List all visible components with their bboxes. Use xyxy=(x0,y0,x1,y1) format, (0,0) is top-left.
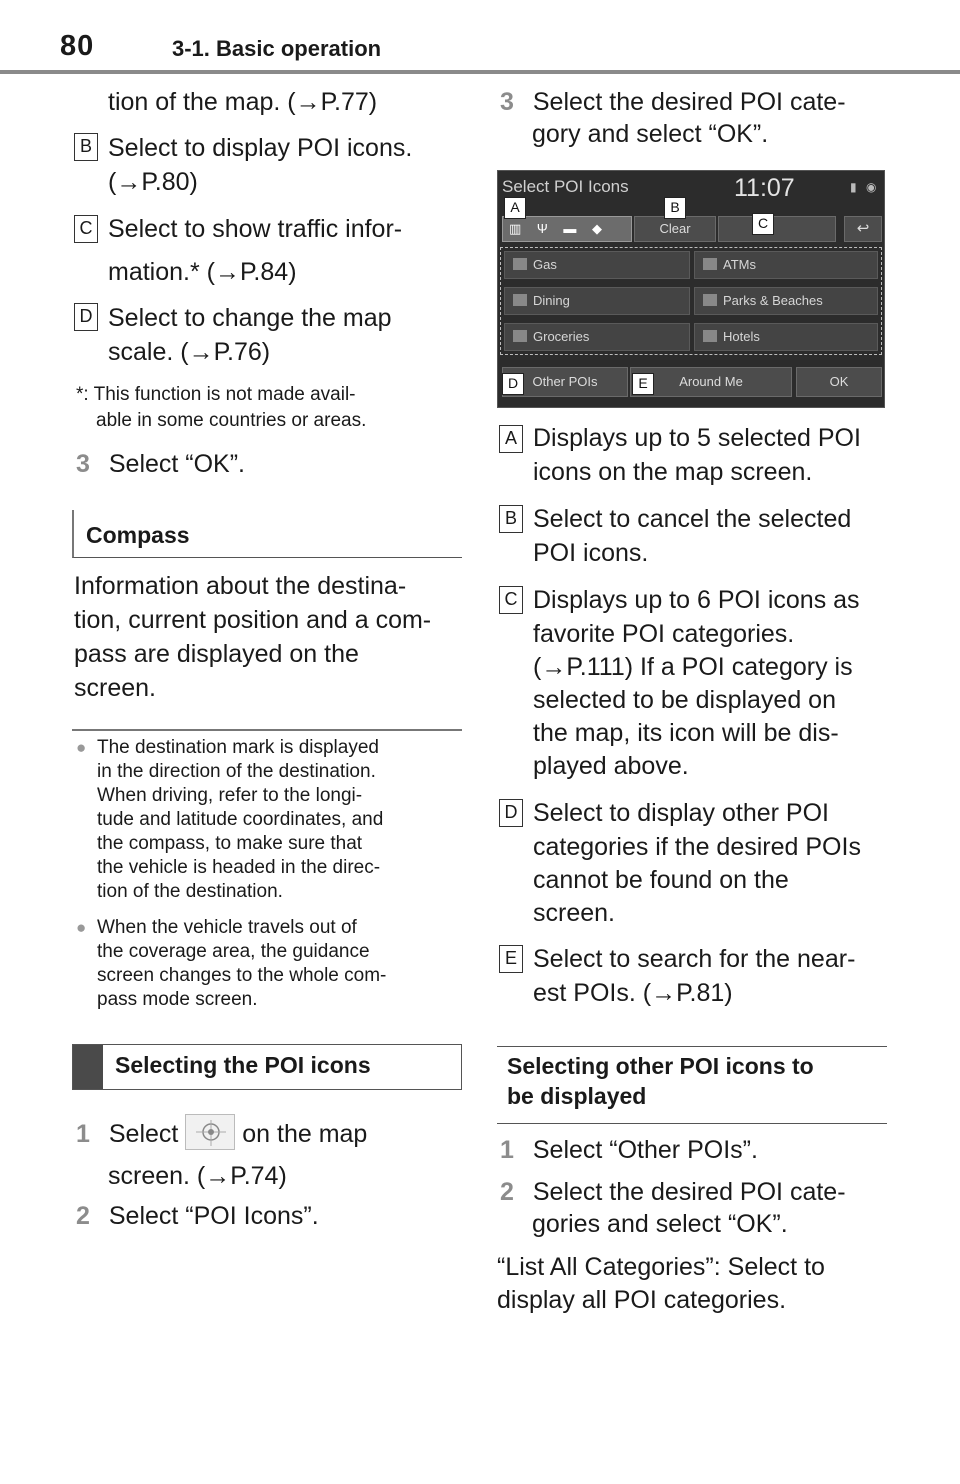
poi-cell-label: Gas xyxy=(533,257,557,272)
dining-icon xyxy=(513,294,527,306)
list-all-l1: “List All Categories”: Select to xyxy=(497,1253,825,1281)
right-step-3 xyxy=(500,86,846,119)
groceries-icon xyxy=(513,330,527,342)
callout-e: E xyxy=(632,373,654,395)
callout-d: D xyxy=(502,373,524,395)
d2-description-l3: cannot be found on the xyxy=(533,866,789,894)
e-description-l2: est POIs. (→P.81) xyxy=(533,979,733,1007)
label-e-box: E xyxy=(499,945,523,973)
note-1-l4: tude and latitude coordinates, and xyxy=(97,809,384,830)
step-text: Select xyxy=(108,1120,179,1148)
label-b-box: B xyxy=(74,133,98,161)
b2-description-l2: POI icons. xyxy=(533,539,649,567)
label-c-box: C xyxy=(74,215,98,243)
d2-description-l2: categories if the desired POIs xyxy=(533,833,861,861)
step-number: 1 xyxy=(76,1120,90,1148)
note-1-l6: the vehicle is headed in the direc- xyxy=(97,857,381,878)
b-description-ref: (→P.80) xyxy=(108,168,198,196)
heading-bar xyxy=(73,1045,103,1089)
ok-button: OK xyxy=(796,367,882,397)
poi-cell-label: Hotels xyxy=(723,329,760,344)
callout-c: C xyxy=(752,213,774,235)
compass-paragraph-l4: screen. xyxy=(74,674,156,702)
note-2-l4: pass mode screen. xyxy=(97,989,258,1010)
note-2-l2: the coverage area, the guidance xyxy=(97,941,370,962)
around-me-button: Around Me xyxy=(630,367,792,397)
e-description-l1: Select to search for the near- xyxy=(533,945,856,973)
poi-icons-heading xyxy=(72,1044,462,1090)
note-1-l3: When driving, refer to the longi- xyxy=(97,785,363,806)
label-a-box: A xyxy=(499,425,523,453)
page-number: 80 xyxy=(60,30,95,62)
poi-cell xyxy=(504,287,690,315)
step-2 xyxy=(76,1200,319,1233)
back-icon: ↩ xyxy=(844,216,882,242)
bullet-icon: ● xyxy=(76,918,87,937)
step-number: 1 xyxy=(500,1136,514,1164)
d2-description-l4: screen. xyxy=(533,899,615,927)
step-1 xyxy=(76,1114,367,1151)
note-2-l3: screen changes to the whole com- xyxy=(97,965,387,986)
c-description-ref: mation.* (→P.84) xyxy=(108,258,297,286)
step-text-cont: on the map xyxy=(242,1120,368,1148)
compass-paragraph-l2: tion, current position and a com- xyxy=(74,606,432,634)
c2-description-l6: played above. xyxy=(533,752,689,780)
screen-clock: 11:07 xyxy=(734,174,795,202)
step-1-ref: screen. (→P.74) xyxy=(108,1162,287,1190)
poi-icons-heading-text: Selecting the POI icons xyxy=(115,1052,371,1078)
d-description: Select to change the map xyxy=(108,304,392,332)
atm-icon xyxy=(703,258,717,270)
c-description: Select to show traffic infor- xyxy=(108,215,403,243)
step-text: Select “Other POIs”. xyxy=(532,1136,758,1164)
a-description-l1: Displays up to 5 selected POI xyxy=(533,424,861,452)
other-pois-button: Other POIs xyxy=(502,367,628,397)
other-poi-heading xyxy=(497,1046,887,1124)
section-title: 3-1. Basic operation xyxy=(172,36,382,61)
note-divider xyxy=(72,729,462,731)
note-1-l5: the compass, to make sure that xyxy=(97,833,363,854)
poi-cell-label: Parks & Beaches xyxy=(723,293,823,308)
callout-a: A xyxy=(504,197,526,219)
other-step-1 xyxy=(500,1134,758,1167)
gas-icon xyxy=(513,258,527,270)
footnote: *: This function is not made avail- xyxy=(76,384,356,405)
other-step-2 xyxy=(500,1176,846,1209)
poi-cell xyxy=(504,251,690,279)
step-text: Select the desired POI cate- xyxy=(532,1178,846,1206)
label-d2-box: D xyxy=(499,799,523,827)
d2-description-l1: Select to display other POI xyxy=(533,799,829,827)
compass-paragraph-l3: pass are displayed on the xyxy=(74,640,359,668)
note-1-l2: in the direction of the destination. xyxy=(97,761,376,782)
c2-description-l5: the map, its icon will be dis- xyxy=(533,719,839,747)
poi-cell xyxy=(694,287,878,315)
screen-title: Select POI Icons xyxy=(502,177,629,196)
other-step-2-cont: gories and select “OK”. xyxy=(532,1210,788,1238)
other-poi-heading-l2: be displayed xyxy=(507,1083,647,1109)
poi-cell xyxy=(694,251,878,279)
status-icons: ▮ ◉ xyxy=(850,180,880,194)
note-2-l1: When the vehicle travels out of xyxy=(97,917,357,938)
park-icon xyxy=(703,294,717,306)
favorite-slot xyxy=(718,216,836,242)
list-all-l2: display all POI categories. xyxy=(497,1286,787,1314)
b-description: Select to display POI icons. xyxy=(108,134,413,162)
continued-text: tion of the map. (→P.77) xyxy=(108,88,378,116)
footnote-cont: able in some countries or areas. xyxy=(96,410,367,431)
d-description-ref: scale. (→P.76) xyxy=(108,338,271,366)
c2-description-l3: (→P.111) If a POI category is xyxy=(533,653,853,681)
label-c2-box: C xyxy=(499,586,523,614)
b2-description-l1: Select to cancel the selected xyxy=(533,505,852,533)
selected-poi-icons: ▥ Ψ ▬ ◆ xyxy=(502,216,632,242)
note-1-l7: tion of the destination. xyxy=(97,881,283,902)
map-options-icon xyxy=(185,1114,235,1150)
right-step-3-cont: gory and select “OK”. xyxy=(532,120,769,148)
step-text: Select “OK”. xyxy=(108,450,246,478)
step-number: 3 xyxy=(76,450,90,478)
a-description-l2: icons on the map screen. xyxy=(533,458,813,486)
poi-cell-label: Dining xyxy=(533,293,570,308)
header-divider xyxy=(0,70,960,74)
poi-cell xyxy=(504,323,690,351)
step-text: Select the desired POI cate- xyxy=(532,88,846,116)
compass-heading: Compass xyxy=(72,510,462,558)
label-d-box: D xyxy=(74,303,98,331)
compass-paragraph-l1: Information about the destina- xyxy=(74,572,407,600)
clear-button: Clear xyxy=(634,216,716,242)
step-text: Select “POI Icons”. xyxy=(108,1202,319,1230)
bullet-icon: ● xyxy=(76,738,87,757)
poi-cell-label: ATMs xyxy=(723,257,756,272)
callout-b: B xyxy=(664,197,686,219)
hotel-icon xyxy=(703,330,717,342)
step-number: 2 xyxy=(500,1178,514,1206)
c2-description-l2: favorite POI categories. xyxy=(533,620,795,648)
c2-description-l4: selected to be displayed on xyxy=(533,686,836,714)
other-poi-heading-l1: Selecting other POI icons to xyxy=(507,1053,814,1079)
label-b2-box: B xyxy=(499,505,523,533)
poi-cell-label: Groceries xyxy=(533,329,590,344)
step-number: 2 xyxy=(76,1202,90,1230)
c2-description-l1: Displays up to 6 POI icons as xyxy=(533,586,860,614)
note-1-l1: The destination mark is displayed xyxy=(97,737,379,758)
step-3 xyxy=(76,448,245,481)
poi-cell xyxy=(694,323,878,351)
poi-screen-image xyxy=(497,170,885,408)
step-number: 3 xyxy=(500,88,514,116)
